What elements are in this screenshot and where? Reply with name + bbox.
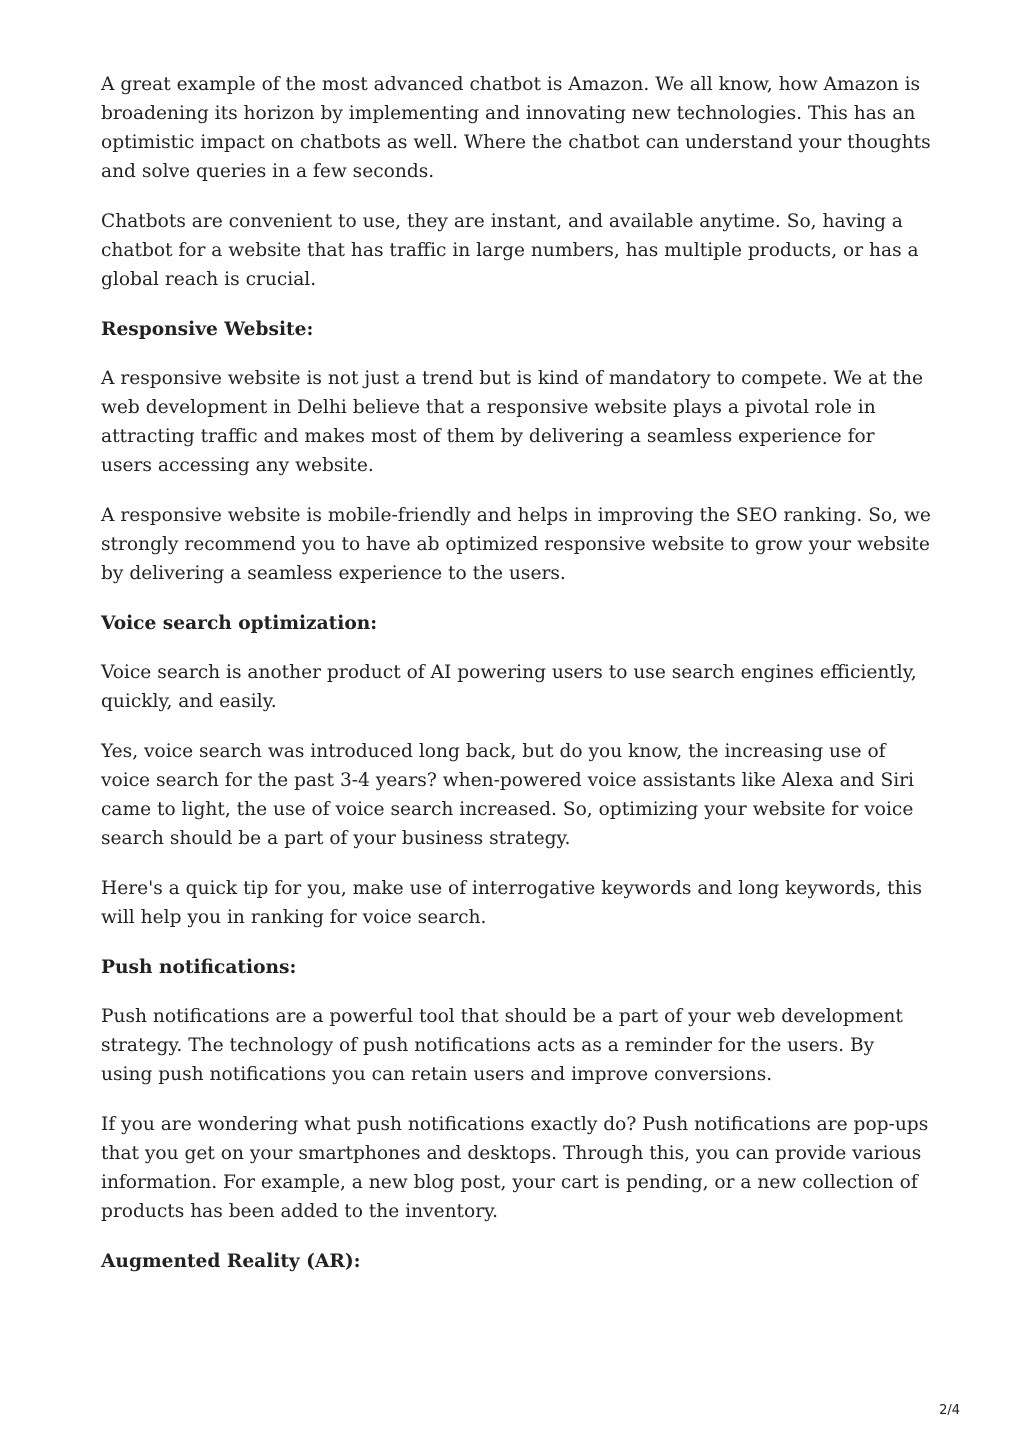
paragraph-push-popups: If you are wondering what push notifications exactly do? Push notifications are pop-ups that you get on your smartphones and desktops. Through this, you can provide various information. For example, a new blog post, your cart is pending, or a new collection of products has been added to the inventory. <box>101 1114 929 1222</box>
heading-responsive-website: Responsive Website: <box>101 319 314 340</box>
paragraph-amazon-chatbot: A great example of the most advanced chatbot is Amazon. We all know, how Amazon is broadening its horizon by implementing and innovating new technologies. This has an optimistic impact on chatbots as well. Where the chatbot can understand your thoughts and solve queries in a few seconds. <box>101 74 931 182</box>
paragraph-voice-search-tip: Here's a quick tip for you, make use of interrogative keywords and long keywords, this will help you in ranking for voice search. <box>101 878 923 928</box>
heading-voice-search: Voice search optimization: <box>101 613 378 634</box>
paragraph-chatbots-convenient: Chatbots are convenient to use, they are instant, and available anytime. So, having a chatbot for a website that has traffic in large numbers, has multiple products, or has a global reach is crucial. <box>101 211 919 290</box>
paragraph-push-tool: Push notifications are a powerful tool that should be a part of your web development strategy. The technology of push notifications acts as a reminder for the users. By using push notifications you can retain users and improve conversions. <box>101 1006 903 1085</box>
heading-augmented-reality: Augmented Reality (AR): <box>101 1251 361 1272</box>
document-body <box>101 70 931 1296</box>
page-number: 2/4 <box>939 1403 960 1418</box>
paragraph-voice-search-history: Yes, voice search was introduced long back, but do you know, the increasing use of voice search for the past 3-4 years? when-powered voice assistants like Alexa and Siri came to light, the use of voice search increased. So, optimizing your website for voice search should be a part of your business strategy. <box>101 741 914 849</box>
paragraph-responsive-seo: A responsive website is mobile-friendly and helps in improving the SEO ranking. So, we strongly recommend you to have ab optimized responsive website to grow your website by delivering a seamless experience to the users. <box>101 505 931 584</box>
paragraph-voice-search-ai: Voice search is another product of AI powering users to use search engines efficiently, quickly, and easily. <box>101 662 917 712</box>
paragraph-responsive-trend: A responsive website is not just a trend but is kind of mandatory to compete. We at the web development in Delhi believe that a responsive website plays a pivotal role in attracting traffic and makes most of them by delivering a seamless experience for users accessing any website. <box>101 368 923 476</box>
heading-push-notifications: Push notifications: <box>101 957 297 978</box>
